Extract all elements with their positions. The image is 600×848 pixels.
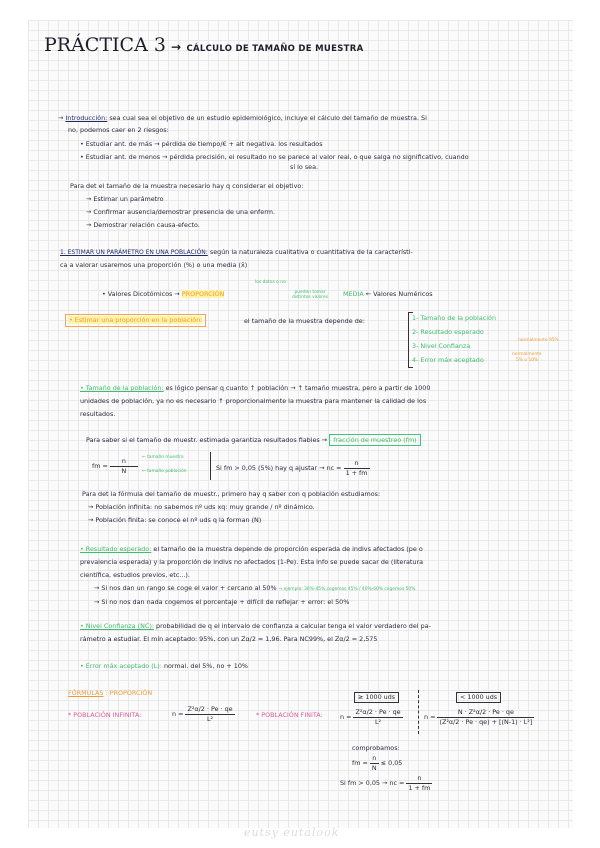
resultado-bullet2: → Si no nos dan nada cogemos el porcentaje + difícil de reflejar + error: el 50% (94, 598, 350, 606)
depends-item-2: 2- Resultado esperado (412, 328, 484, 336)
error-label: • Error máx aceptado (L): (80, 662, 162, 670)
comprobamos-cond: ≤ 0,05 (380, 759, 403, 767)
fm-denominator: N (121, 466, 127, 475)
resultado-label: • Resultado esperado: (80, 545, 152, 553)
infinita-n-eq: n = (172, 710, 184, 718)
small-fraction (437, 708, 534, 726)
fm-fraction (110, 457, 138, 475)
intro-arrow: → (58, 114, 64, 122)
comprobamos-fraction (370, 754, 379, 772)
fm-numerator: n (110, 457, 138, 467)
note-pueden-tomar: pueden tomar distintos valores (291, 290, 328, 300)
estimar-proporcion-box (65, 314, 206, 327)
depends-item-4: 4- Error máx aceptado (412, 356, 484, 364)
poblacion-finita-def: → Población finita: se conoce el nº uds q la forman (N) (88, 516, 262, 524)
big-fraction (353, 708, 402, 726)
comprobamos-denominator: N (371, 763, 377, 772)
resultado-line3: científica, estudios previos, etc...). (80, 571, 190, 579)
tamano-saber-text: Para saber si el tamaño de muestr. estimada garantiza resultados fiables → (86, 436, 328, 444)
section1-line2: ca a valorar usaremos una proporción (%) o una media (x̄) (60, 261, 248, 269)
dicotomicos-label: • Valores Dicotómicos → (102, 290, 180, 298)
intro-label: Introducción: (65, 114, 108, 122)
fm-divider (210, 452, 211, 480)
small-denominator: (Z²α/2 · Pe · qe) + [(N-1) · L²] (439, 717, 533, 726)
small-n-eq: n = (424, 713, 436, 721)
tamano-line1 (80, 384, 430, 393)
depends-note-4a: normalmente (512, 352, 542, 357)
section1-line1 (60, 248, 413, 258)
infinita-formula (172, 705, 235, 723)
proporcion-label: PROPORCIÓN (181, 290, 225, 298)
infinita-denominator: L² (206, 714, 214, 723)
poblacion-infinita-def: → Población infinita: no sabemos nº uds xq: muy grande / nº dinámico. (88, 503, 315, 511)
title-subtitle: CÁLCULO DE TAMAÑO DE MUESTRA (186, 44, 364, 54)
intro-risk2b: sí lo sea. (290, 163, 319, 171)
infinita-fraction (185, 705, 234, 723)
fm-n-note: ← tamaño muestra (142, 455, 184, 460)
intro-objective-text: Para det el tamaño de la muestra necesario hay q considerar el objetivo: (70, 182, 304, 190)
small-population-label: < 1000 uds (456, 692, 501, 703)
section1-text1: según la naturaleza cualitativa o cuantitativa de la característi- (209, 248, 413, 256)
resultado-text1: el tamaño de la muestra depende de proporción esperada de indivs afectados (pe o (153, 545, 423, 553)
numericos-row (343, 290, 433, 299)
intro-risk2: • Estudiar ant. de menos → pérdida precisión, el resultado no se parece al valor real, o que salga no significativo, cuando (80, 153, 469, 161)
fm-N-note: ← tamaño población (142, 469, 187, 474)
intro-objective-3: → Demostrar relación causa-efecto. (86, 221, 200, 229)
adjust-numerator: n (406, 774, 432, 784)
media-label: MEDIA (343, 290, 364, 298)
comprobamos-numerator: n (370, 754, 379, 764)
title-practica: PRÁCTICA 3 (44, 34, 166, 56)
page-title (44, 34, 363, 56)
resultado-line2: prevalencia esperada) y la proporción de indivs no afectados (1-Pe). Esta info se puede sacar de (literatura (80, 558, 423, 566)
nivel-line2: rámetro a estudiar. El mín aceptado: 95%, con un Zα/2 = 1,96. Para NC99%, el Zα/2 = 2,575 (80, 635, 378, 643)
tamano-line2: unidades de población, ya no es necesario ↑ proporcionalmente la muestra para mantener la calidad de los (80, 397, 427, 405)
resultado-bullet1 (94, 584, 415, 593)
big-numerator: Z²α/2 · Pe · qe (355, 708, 401, 716)
big-population-label: ≥ 1000 uds (354, 692, 399, 703)
error-line (80, 662, 248, 671)
nivel-text1: probabilidad de q el intervalo de confianza a calcular tenga el valor verdadero del pa- (156, 622, 431, 630)
big-denominator: L² (374, 717, 382, 726)
resultado-line1 (80, 545, 423, 554)
finita-label: * POBLACIÓN FINITA: (256, 711, 323, 719)
small-numerator: N · Z²α/2 · Pe · qe (437, 708, 534, 718)
nc-fraction (344, 459, 370, 477)
intro-line2: no, podemos caer en 2 riesgos: (68, 126, 169, 134)
infinita-numerator: Z²α/2 · Pe · qe (187, 705, 233, 713)
nc-denominator: 1 + fm (345, 468, 368, 477)
resultado-bullet1-note: → ejemplo: 30%-45% cogemos 45% / 40%-60% cogemos 50% (278, 587, 416, 592)
note-los-datos: los datos o no (255, 280, 286, 285)
tamano-saber-row (86, 436, 421, 445)
formula-intro: Para det la fórmula del tamaño de muestr., primero hay q saber con q población estudiamos: (82, 490, 381, 498)
formulas-heading: FÓRMULAS (68, 689, 104, 697)
fm-label: fm = (92, 462, 108, 470)
adjust-si: Si fm > 0,05 → (340, 779, 388, 787)
fm-condition-text: Si fm > 0,05 (5%) hay q ajustar → nc = (216, 464, 342, 472)
formulas-sub: : PROPORCIÓN (105, 689, 153, 697)
adjust-nc: nc = (389, 779, 405, 787)
title-arrow: → (171, 40, 182, 54)
numericos-label: ← Valores Numéricos (365, 290, 433, 298)
tamano-text1: es lógico pensar q cuanto ↑ población → ↑ tamaño muestra, pero a partir de 1000 (165, 384, 431, 392)
comprobamos-fm: fm = (352, 759, 368, 767)
nivel-label: • Nivel Confianza (NC): (80, 622, 154, 630)
fm-condition (216, 459, 370, 477)
dicotomicos-row (102, 290, 224, 299)
formula-divider (418, 690, 419, 734)
intro-objective-2: → Confirmar ausencia/demostrar presencia de una enferm. (86, 208, 275, 216)
error-text: normal. del 5%, no + 10% (163, 662, 248, 670)
watermark: eutsy eutalook (244, 826, 340, 839)
adjust-formula (340, 774, 432, 792)
nc-numerator: n (344, 459, 370, 469)
section1-heading: 1. ESTIMAR UN PARÁMETRO EN UNA POBLACIÓN: (60, 249, 208, 256)
depends-note-3: normalmente 95% (518, 338, 559, 343)
small-formula (424, 708, 534, 726)
nivel-line1 (80, 622, 431, 631)
depends-item-3: 3- Nivel Confianza (412, 342, 471, 350)
intro-risk1: • Estudiar ant. de más → pérdida de tiempo/€ + alt negativa. los resultados (80, 140, 323, 148)
formulas-heading-row (68, 689, 152, 698)
tamano-line3: resultados. (80, 410, 116, 418)
intro-objective-1: → Estimar un parámetro (86, 195, 164, 203)
comprobamos-formula (352, 754, 402, 772)
adjust-fraction (406, 774, 432, 792)
tamano-label: • Tamaño de la población: (80, 384, 164, 392)
depends-item-1: 1- Tamaño de la población (412, 314, 497, 322)
infinita-label: * POBLACIÓN INFINITA: (68, 711, 142, 719)
intro-text1: sea cual sea el objetivo de un estudio epidemiológico, incluye el cálculo del tamaño de muestra. Si (109, 114, 427, 122)
fm-formula (92, 457, 138, 475)
estimar-proporcion-text: el tamaño de la muestra depende de: (244, 317, 365, 325)
estimar-proporcion-label: • Estimar una proporción en la población: (69, 316, 203, 324)
big-formula (340, 708, 403, 726)
resultado-bullet1-text: → Si nos dan un rango se coge el valor + cercano al 50% (94, 584, 277, 592)
depends-note-4b: 5% o 10% (516, 358, 539, 363)
comprobamos-label: comprobamos: (352, 744, 400, 752)
fraccion-muestreo-box: fracción de muestreo (fm) (329, 434, 420, 446)
intro-line1 (58, 114, 427, 123)
big-n-eq: n = (340, 713, 352, 721)
adjust-denominator: 1 + fm (408, 783, 431, 792)
